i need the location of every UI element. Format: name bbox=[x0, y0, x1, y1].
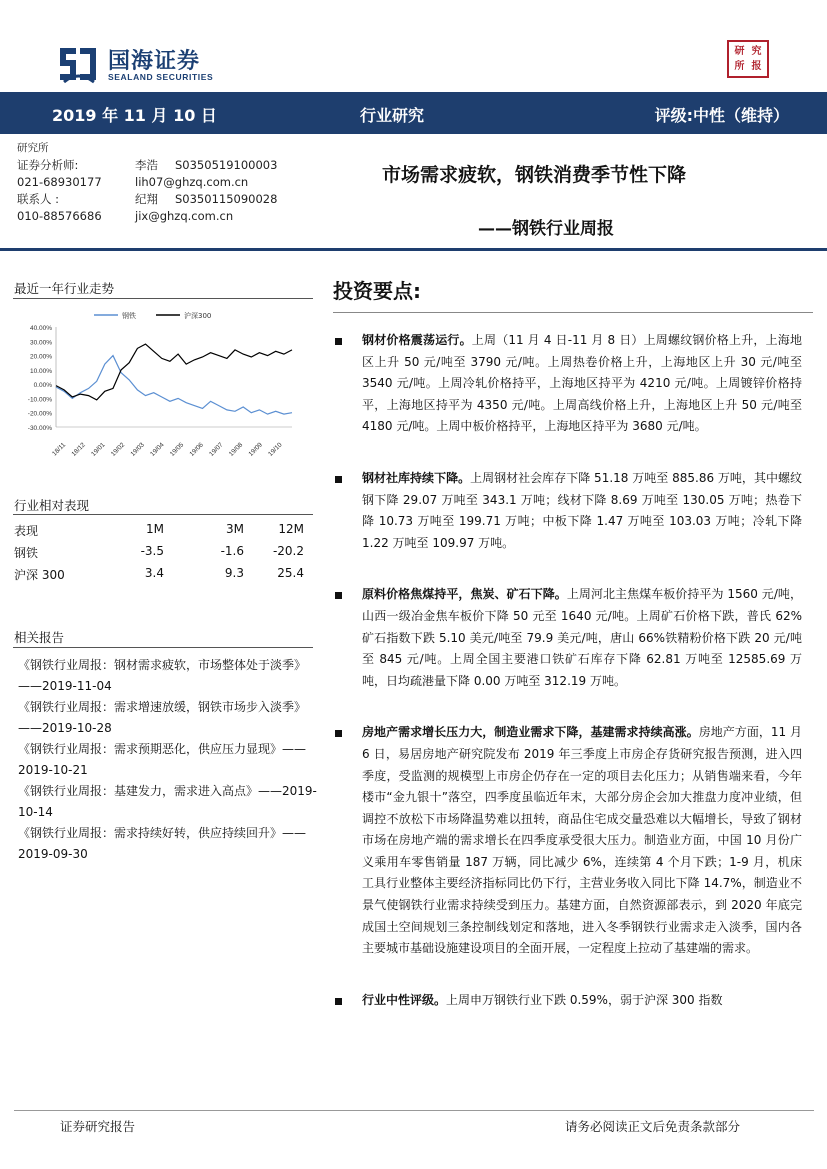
legend-label: 钢铁 bbox=[122, 312, 136, 320]
contact-row bbox=[17, 174, 317, 191]
point-lead: 房地产需求增长压力大，制造业需求下降，基建需求持续高涨。 bbox=[362, 725, 699, 740]
invest-heading: 投资要点: bbox=[333, 279, 421, 303]
table-row bbox=[14, 564, 314, 586]
phone-number: 021-68930177 bbox=[17, 175, 102, 189]
x-tick-label: 19/02 bbox=[109, 441, 127, 458]
contact-row bbox=[17, 191, 317, 208]
footer-divider bbox=[14, 1110, 814, 1111]
x-tick-label: 19/03 bbox=[129, 441, 146, 458]
invest-point bbox=[332, 468, 802, 554]
cell-value: -20.2 bbox=[272, 544, 304, 558]
contact-label: 证券分析师: bbox=[17, 158, 79, 172]
invest-point bbox=[332, 330, 802, 438]
email-link[interactable]: lih07@ghzq.com.cn bbox=[135, 175, 249, 189]
x-tick-label: 19/01 bbox=[90, 441, 107, 458]
cell-value: -3.5 bbox=[140, 544, 164, 558]
cell-value: -1.6 bbox=[220, 544, 244, 558]
company-name-cn: 国海证券 bbox=[108, 49, 201, 74]
related-reports-list[interactable]: 《钢铁行业周报：钢材需求疲软，市场整体处于淡季》——2019-11-04 《钢铁行业周报：需求增速放缓，钢铁市场步入淡季》——2019-10-28 《钢铁行业周报：需求预期恶化，供应压力显现》——2019-10-21 《钢铁行业周报：基建发力，需求进入高点》——2019-10-14 《钢铁行业周报：需求持续好转，供应持续回升》——2019-09-30 bbox=[18, 658, 317, 861]
research-seal bbox=[727, 40, 769, 78]
seal-char: 所 bbox=[734, 60, 745, 72]
square-bullet-icon bbox=[335, 592, 342, 599]
cell-value: 3.4 bbox=[144, 566, 164, 580]
point-body: 房地产方面，11 月 6 日，易居房地产研究院发布 2019 年三季度上市房企存货研究报告预测，进入四季度，受监测的规模型上市房企仍存在一定的项目去化压力；从销售端来看，今年楼市“金九银十”落空，四季度虽临近年末，大部分房企会加大推盘力度冲业绩，但调控不放松下市场降温势难以扭转，商品住宅成交量恐难以大幅增长，导致了钢材市场在房地产端的需求增长在四季度承受很大压力。制造业方面，中国 10 月份广义乘用车零售销量 187 万辆，同比减少 6%，连续第 4 个月下跌；1-9 月，机床工具行业整体主要经济指标同比仍下行，主营业务收入同比下降 14.7%，制造业不景气使钢铁行业需求持续受到压力。基建方面，自然资源部表示，到 2020 年底完成国土空间规划三条控制线划定和落地，进入冬季钢铁行业需求走入淡季，国内各主要城市基础设施建设项目的全面开展，一定程度上拉动了基建端的需求。 bbox=[362, 725, 802, 956]
square-bullet-icon bbox=[335, 730, 342, 737]
email-link[interactable]: jix@ghzq.com.cn bbox=[135, 209, 234, 223]
institute-label bbox=[17, 140, 317, 157]
x-tick-label: 19/04 bbox=[149, 441, 166, 458]
y-tick-label: -10.00% bbox=[27, 396, 52, 404]
y-tick-label: 30.00% bbox=[29, 339, 52, 347]
seal-char: 研 bbox=[734, 45, 745, 57]
trend-divider bbox=[13, 298, 313, 299]
point-body: 上周（11 月 4 日-11 月 8 日）上周螺纹钢价格上升，上海地区上升 50 元/吨至 3790 元/吨。上周热卷价格上升，上海地区上升 30 元/吨至 3540 元/吨。上周冷轧价格持平，上海地区持平为 4210 元/吨。上周镀锌价格持平，上海地区持平为 4350 元/吨。上周高线价格上升，上海地区上升 50 元/吨至 4180 元/吨。上周中板价格持平，上海地区持平为 3680 元/吨。 bbox=[362, 333, 802, 434]
company-name-en: SEALAND SECURITIES bbox=[108, 72, 214, 82]
invest-point bbox=[332, 722, 802, 960]
header-banner bbox=[0, 92, 827, 134]
seal-char: 报 bbox=[751, 60, 762, 72]
footer-left-text: 证券研究报告 bbox=[60, 1119, 136, 1134]
related-heading: 相关报告 bbox=[14, 630, 65, 645]
performance-table bbox=[14, 520, 314, 586]
y-tick-label: 0.00% bbox=[33, 382, 52, 390]
series-line-steel bbox=[56, 356, 292, 415]
legend-label: 沪深300 bbox=[184, 312, 212, 320]
header-divider bbox=[0, 248, 827, 251]
table-row bbox=[14, 542, 314, 564]
point-body: 上周钢材社会库存下降 51.18 万吨至 885.86 万吨，其中螺纹钢下降 29.07 万吨至 343.1 万吨；线材下降 8.69 万吨至 130.05 万吨；热卷下降 10.73 万吨至 199.71 万吨；中板下降 1.47 万吨至 103.03 万吨；冷轧下降 1.22 万吨至 109.97 万吨。 bbox=[362, 470, 802, 550]
invest-divider bbox=[333, 312, 813, 313]
invest-point bbox=[332, 584, 802, 692]
square-bullet-icon bbox=[335, 998, 342, 1005]
report-subtitle: ——钢铁行业周报 bbox=[478, 219, 614, 239]
x-tick-label: 19/07 bbox=[208, 441, 225, 458]
related-divider bbox=[13, 647, 313, 648]
point-lead: 行业中性评级。 bbox=[362, 992, 447, 1007]
license-number: S0350115090028 bbox=[175, 192, 278, 206]
report-date: 2019 年 11 月 10 日 bbox=[52, 106, 217, 125]
column-header: 表现 bbox=[14, 524, 39, 538]
contact-row bbox=[17, 157, 317, 174]
performance-divider bbox=[13, 514, 313, 515]
trend-chart bbox=[14, 305, 314, 465]
cell-value: 25.4 bbox=[277, 566, 304, 580]
trend-heading: 最近一年行业走势 bbox=[14, 281, 115, 296]
x-tick-label: 19/08 bbox=[227, 441, 245, 458]
invest-points bbox=[332, 330, 802, 1041]
seal-char: 究 bbox=[751, 45, 762, 57]
institute-text: 研究所 bbox=[17, 142, 49, 154]
license-number: S0350519100003 bbox=[175, 158, 278, 172]
table-header-row bbox=[14, 520, 314, 542]
analyst-contacts bbox=[17, 140, 317, 225]
point-body: 上周申万钢铁行业下跌 0.59%，弱于沪深 300 指数 bbox=[446, 992, 723, 1007]
x-tick-label: 19/10 bbox=[267, 441, 284, 458]
y-tick-label: 10.00% bbox=[29, 367, 52, 375]
column-header: 3M bbox=[226, 522, 244, 536]
rating-label: 评级:中性（维持） bbox=[654, 106, 789, 125]
contact-name: 纪翔 bbox=[135, 192, 158, 206]
x-tick-label: 19/09 bbox=[247, 441, 264, 458]
trend-chart-svg bbox=[14, 305, 314, 465]
column-header: 12M bbox=[278, 522, 304, 536]
square-bullet-icon bbox=[335, 476, 342, 483]
x-tick-label: 19/05 bbox=[168, 441, 186, 458]
contact-label: 联系人 : bbox=[17, 192, 60, 206]
point-lead: 钢材价格震荡运行。 bbox=[362, 333, 472, 347]
y-tick-label: 20.00% bbox=[29, 353, 52, 361]
cell-value: 9.3 bbox=[224, 566, 244, 580]
report-type: 行业研究 bbox=[360, 106, 425, 125]
y-tick-label: 40.00% bbox=[29, 325, 52, 332]
report-title: 市场需求疲软，钢铁消费季节性下降 bbox=[382, 164, 687, 186]
analyst-name: 李浩 bbox=[135, 158, 158, 172]
point-lead: 钢材社库持续下降。 bbox=[362, 470, 471, 485]
point-lead: 原料价格焦煤持平，焦炭、矿石下降。 bbox=[362, 587, 567, 602]
footer-disclaimer: 请务必阅读正文后免责条款部分 bbox=[565, 1119, 741, 1134]
square-bullet-icon bbox=[335, 338, 342, 345]
invest-point bbox=[332, 990, 802, 1012]
series-line-hs300 bbox=[56, 344, 292, 400]
y-tick-label: -20.00% bbox=[27, 410, 52, 418]
point-body: 上周河北主焦煤车板价持平为 1560 元/吨，山西一级冶金焦车板价下降 50 元至 1640 元/吨。上周矿石价格下跌，普氏 62%矿石指数下跌 5.10 美元/吨至 79.9 美元/吨，唐山 66%铁精粉价格下跌 20 元/吨至 845 元/吨。上周全国主要港口铁矿石库存下降 62.81 万吨至 12585.69 万吨，日均疏港量下降 0.00 万吨至 312.19 万吨。 bbox=[362, 587, 802, 688]
contact-row bbox=[17, 208, 317, 225]
x-tick-label: 19/06 bbox=[188, 441, 205, 458]
row-label: 沪深 300 bbox=[14, 568, 65, 582]
performance-heading: 行业相对表现 bbox=[14, 498, 90, 513]
y-tick-label: -30.00% bbox=[27, 425, 52, 432]
row-label: 钢铁 bbox=[14, 546, 39, 560]
x-tick-label: 18/12 bbox=[70, 441, 87, 458]
column-header: 1M bbox=[146, 522, 164, 536]
phone-number: 010-88576686 bbox=[17, 209, 102, 223]
company-logo bbox=[56, 30, 246, 90]
x-tick-label: 18/11 bbox=[51, 441, 68, 458]
sealand-logo-icon bbox=[56, 40, 100, 84]
